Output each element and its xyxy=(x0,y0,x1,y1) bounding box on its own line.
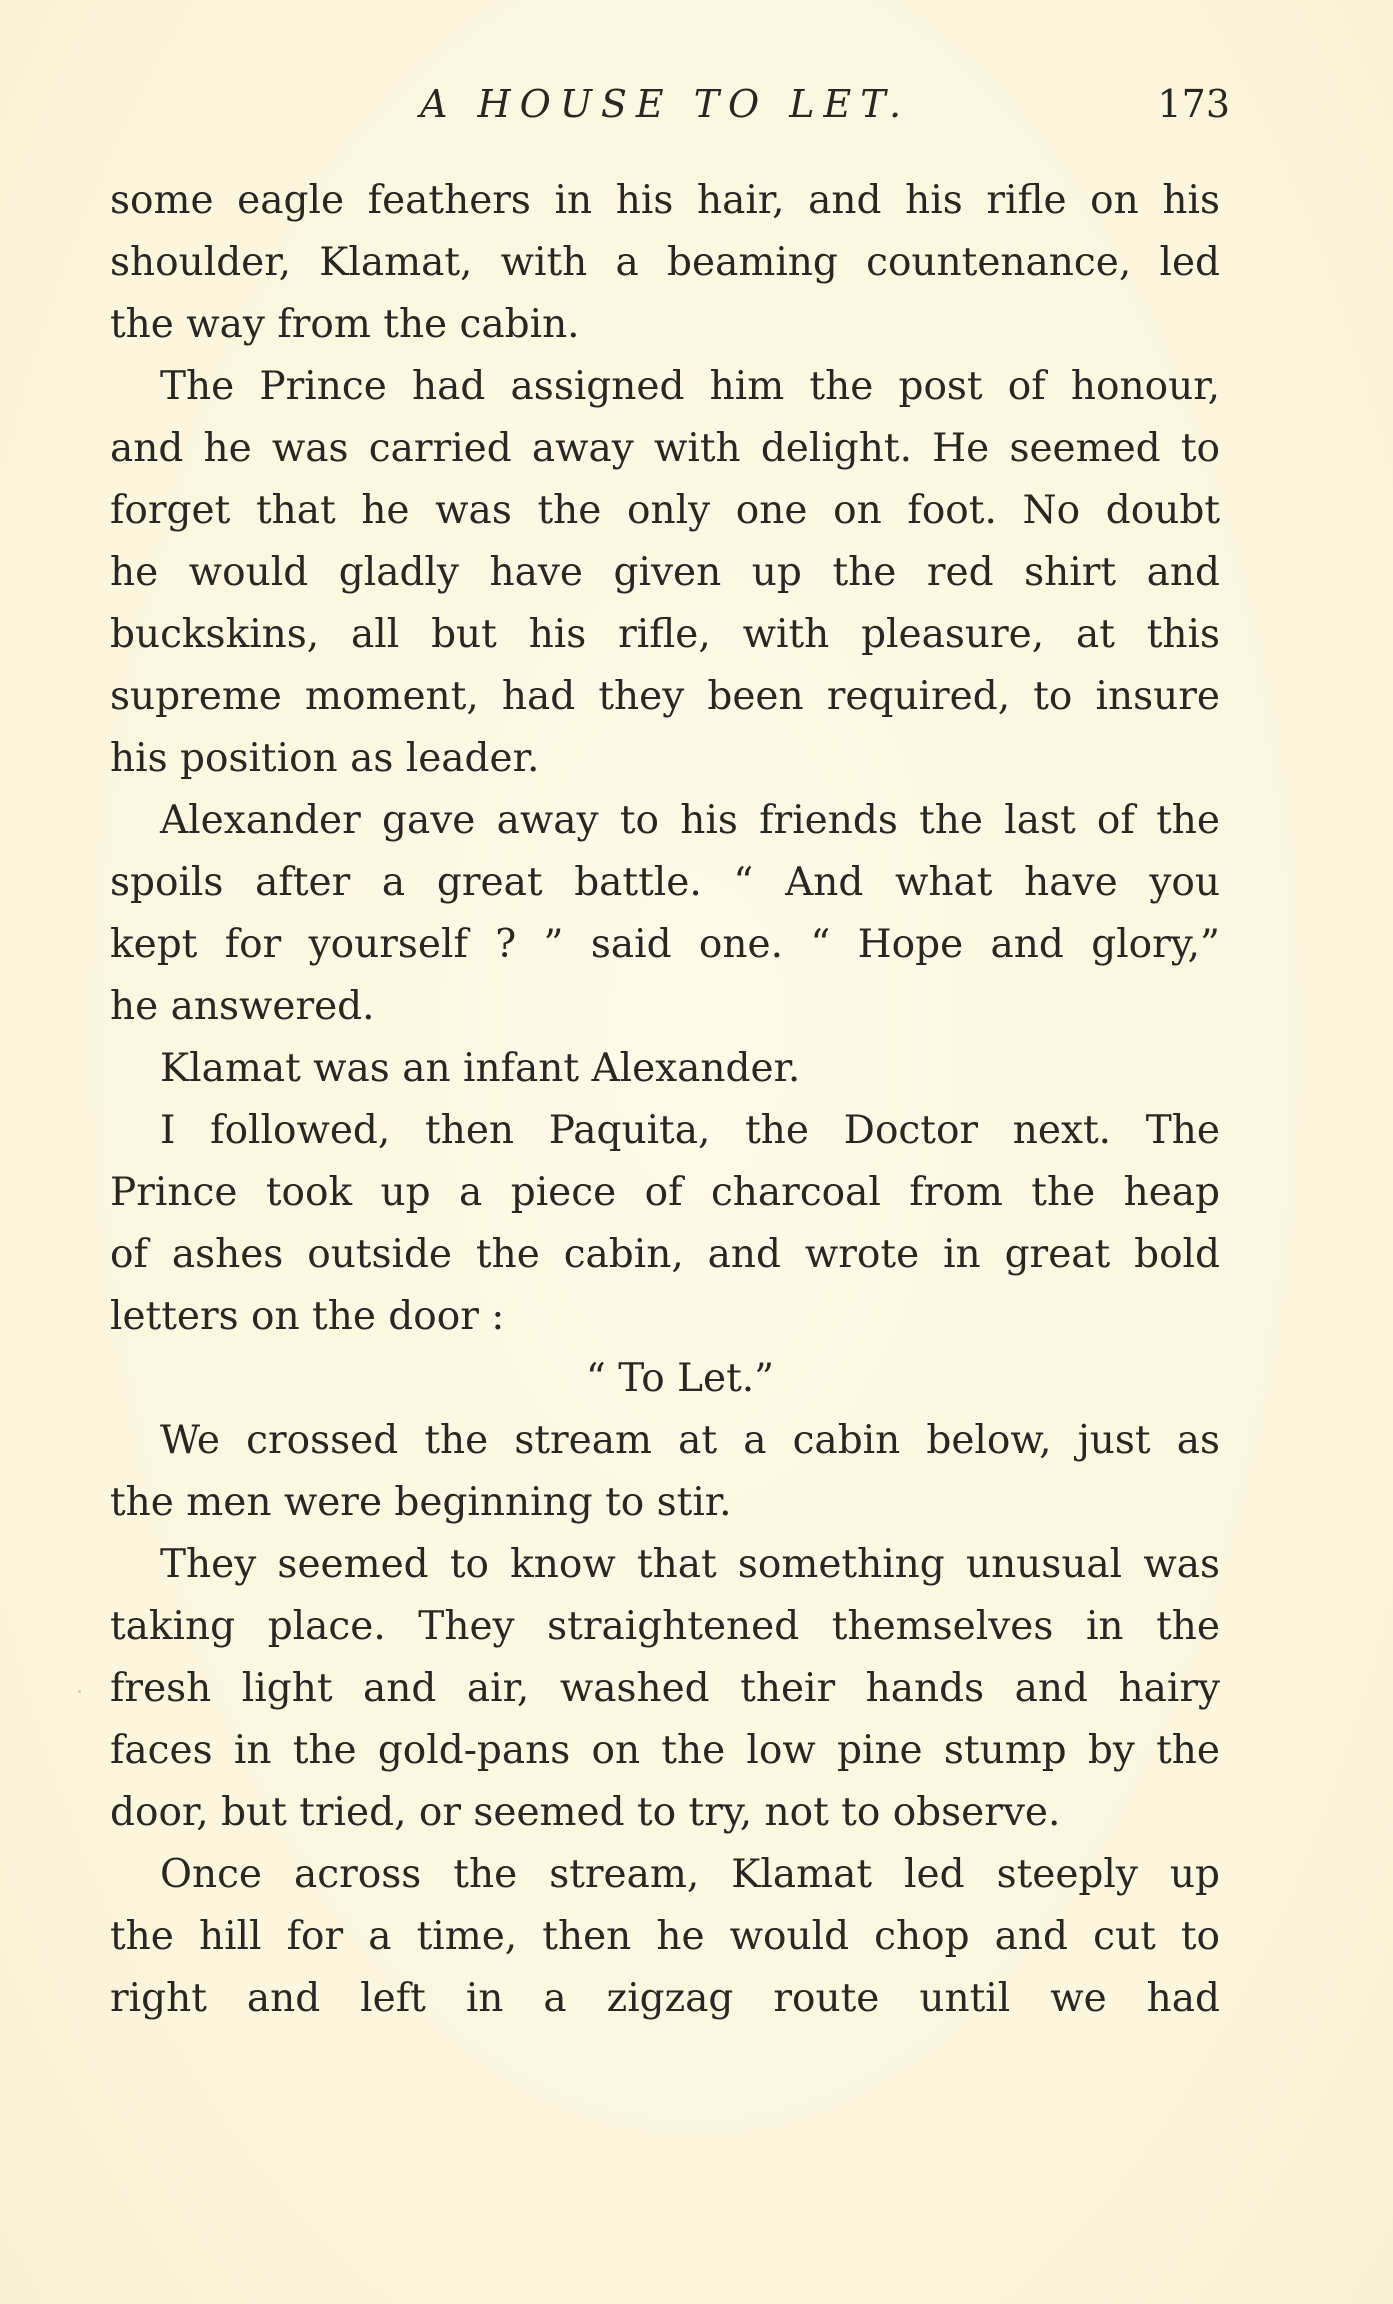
text-line: and he was carried away with delight. He seemed to xyxy=(110,426,1220,471)
running-title: A HOUSE TO LET. xyxy=(420,82,911,126)
text-line: “ To Let.” xyxy=(585,1356,775,1401)
text-line: The Prince had assigned him the post of honour, xyxy=(160,364,1220,409)
text-line: taking place. They straightened themselves in the xyxy=(110,1604,1220,1649)
text-line: Prince took up a piece of charcoal from the heap xyxy=(110,1170,1220,1215)
text-line: Klamat was an infant Alexander. xyxy=(160,1046,801,1091)
text-line: spoils after a great battle. “ And what have you xyxy=(110,860,1220,905)
text-line: the way from the cabin. xyxy=(110,302,580,347)
text-line: his position as leader. xyxy=(110,736,540,781)
text-line: forget that he was the only one on foot. No doubt xyxy=(110,488,1220,533)
text-line: supreme moment, had they been required, to insure xyxy=(110,674,1220,719)
text-line: fresh light and air, washed their hands and hairy xyxy=(110,1666,1220,1711)
text-line: right and left in a zigzag route until we had xyxy=(110,1976,1220,2021)
body-text xyxy=(110,170,1220,2030)
text-line: of ashes outside the cabin, and wrote in great bold xyxy=(110,1232,1220,1277)
paper-speck xyxy=(78,1690,81,1693)
text-line: kept for yourself ? ” said one. “ Hope and glory,” xyxy=(110,922,1220,967)
text-line: They seemed to know that something unusual was xyxy=(160,1542,1220,1587)
text-line: I followed, then Paquita, the Doctor next. The xyxy=(160,1108,1220,1153)
text-line: shoulder, Klamat, with a beaming countenance, led xyxy=(110,240,1220,285)
text-line: Once across the stream, Klamat led steeply up xyxy=(160,1852,1220,1897)
text-line: faces in the gold-pans on the low pine stump by the xyxy=(110,1728,1220,1773)
page-header xyxy=(110,82,1230,142)
text-line: Alexander gave away to his friends the last of the xyxy=(160,798,1220,843)
text-line: some eagle feathers in his hair, and his rifle on his xyxy=(110,178,1220,223)
text-line: letters on the door : xyxy=(110,1294,505,1339)
text-line: door, but tried, or seemed to try, not to observe. xyxy=(110,1790,1061,1835)
text-line: he answered. xyxy=(110,984,375,1029)
text-line: the hill for a time, then he would chop and cut to xyxy=(110,1914,1220,1959)
text-line: buckskins, all but his rifle, with pleasure, at this xyxy=(110,612,1220,657)
text-line: he would gladly have given up the red shirt and xyxy=(110,550,1220,595)
text-line: the men were beginning to stir. xyxy=(110,1480,732,1525)
text-line: We crossed the stream at a cabin below, just as xyxy=(160,1418,1220,1463)
page-number: 173 xyxy=(1157,82,1230,126)
